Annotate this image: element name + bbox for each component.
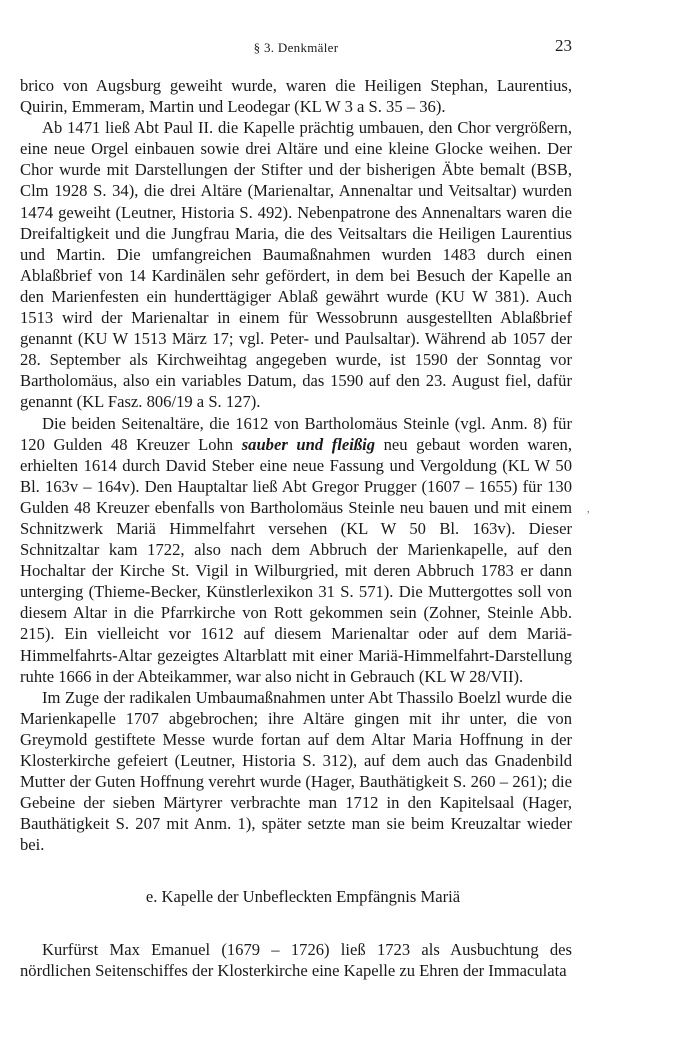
paragraph-immaculata-chapel: Kurfürst Max Emanuel (1679 – 1726) ließ 1723 als Ausbuchtung des nördlichen Seitenschiffes der Klosterkirche eine Kapelle zu Ehren der Immaculata — [20, 939, 572, 980]
page-number: 23 — [555, 36, 572, 55]
section-heading: e. Kapelle der Unbefleckten Empfängnis Mariä — [145, 887, 461, 907]
running-header — [20, 0, 572, 64]
running-title: § 3. Denkmäler — [253, 40, 339, 55]
paragraph-chapel-rebuild: Ab 1471 ließ Abt Paul II. die Kapelle prächtig umbauen, den Chor vergrößern, eine neue Orgel einbauen sowie drei Altäre und eine kleine Glocke weihen. Der Chor wurde mit Darstellungen der Stifter und der bisherigen Äbte bemalt (BSB, Clm 1928 S. 34), die drei Altäre (Marienaltar, Annenaltar und Veitsaltar) wurden 1474 geweiht (Leutner, Historia S. 492). Nebenpatrone des Annenaltars waren die Dreifaltigkeit und die Jungfrau Maria, die des Veitsaltars die Heiligen Laurentius und Martin. Die umfangreichen Baumaßnahmen wurden 1483 durch einen Ablaßbrief von 14 Kardinälen sehr gefördert, in dem bei Besuch der Kapelle an den Marienfesten ein hunderttägiger Ablaß gewährt wurde (KU W 381). Auch 1513 wird der Marienaltar in einem für Wessobrunn ausgestellten Ablaßbrief genannt (KU W 1513 März 17; vgl. Peter- und Paulsaltar). Während ab 1057 der 28. September als Kirchweihtag angegeben wurde, ist 1590 der Sonntag vor Bartholomäus, also ein variables Datum, das 1590 auf den 23. August fiel, dafür genannt (KL Fasz. 806/19 a S. 127). — [20, 118, 572, 412]
document-page — [20, 0, 590, 980]
paragraph-continuation: brico von Augsburg geweiht wurde, waren die Heiligen Stephan, Laurentius, Quirin, Emmeram, Martin und Leodegar (KL W 3 a S. 35 – 36). — [20, 76, 572, 117]
side-altars-text-end: neu gebaut worden waren, erhielten 1614 durch David Steber eine neue Fassung und Vergoldung (KL W 50 Bl. 163v – 164v). Den Hauptaltar ließ Abt Gregor Prugger (1607 – 1655) für 130 Gulden 48 Kreuzer ebenfalls von Bartholomäus Steinle neu bauen und mit einem Schnitzwerk Mariä Himmelfahrt versehen (KL W 50 Bl. 163v). Dieser Schnitzaltar kam 1722, also nach dem Abbruch der Marienkapelle, auf den Hochaltar der Kirche St. Vigil in Wilburgried, mit deren Abbruch 1783 er dann unterging (Thieme-Becker, Künstlerlexikon 31 S. 571). Die Muttergottes soll von diesem Altar in die Pfarrkirche von Rott gekommen sein (Zohner, Steinle Abb. 215). Ein vielleicht vor 1612 auf diesem Marienaltar oder auf dem Mariä-Himmelfahrts-Altar gezeigtes Altarblatt mit einer Mariä-Himmelfahrt-Darstellung ruhte 1666 in der Abteikammer, war also nicht in Gebrauch (KL W 28/VII). — [20, 434, 573, 686]
paragraph-side-altars — [20, 413, 572, 687]
body-text — [20, 75, 572, 981]
side-altars-text-start: Die beiden Seitenaltäre, die 1612 von Bartholomäus Steinle (vgl. Anm. 8) für 120 Gulden 48 Kreuzer Lohn — [20, 413, 572, 454]
paragraph-demolition: Im Zuge der radikalen Umbaumaßnahmen unter Abt Thassilo Boelzl wurde die Marienkapelle 1707 abgebrochen; ihre Altäre gingen mit ihr unter, die von Greymold gestiftete Messe wurde fortan auf dem Altar Maria Hoffnung in der Klosterkirche gefeiert (Leutner, Historia S. 312), auf dem auch das Gnadenbild Mutter der Guten Hoffnung verehrt wurde (Hager, Bauthätigkeit S. 260 – 261); die Gebeine der sieben Märtyrer verbrachte man 1712 in den Kapitelsaal (Hager, Bauthätigkeit S. 207 mit Anm. 1), später setzte man sie beim Kreuzaltar wieder bei. — [20, 687, 572, 855]
margin-mark: , — [587, 504, 590, 515]
emphasized-quote: sauber und fleißig — [241, 434, 376, 454]
